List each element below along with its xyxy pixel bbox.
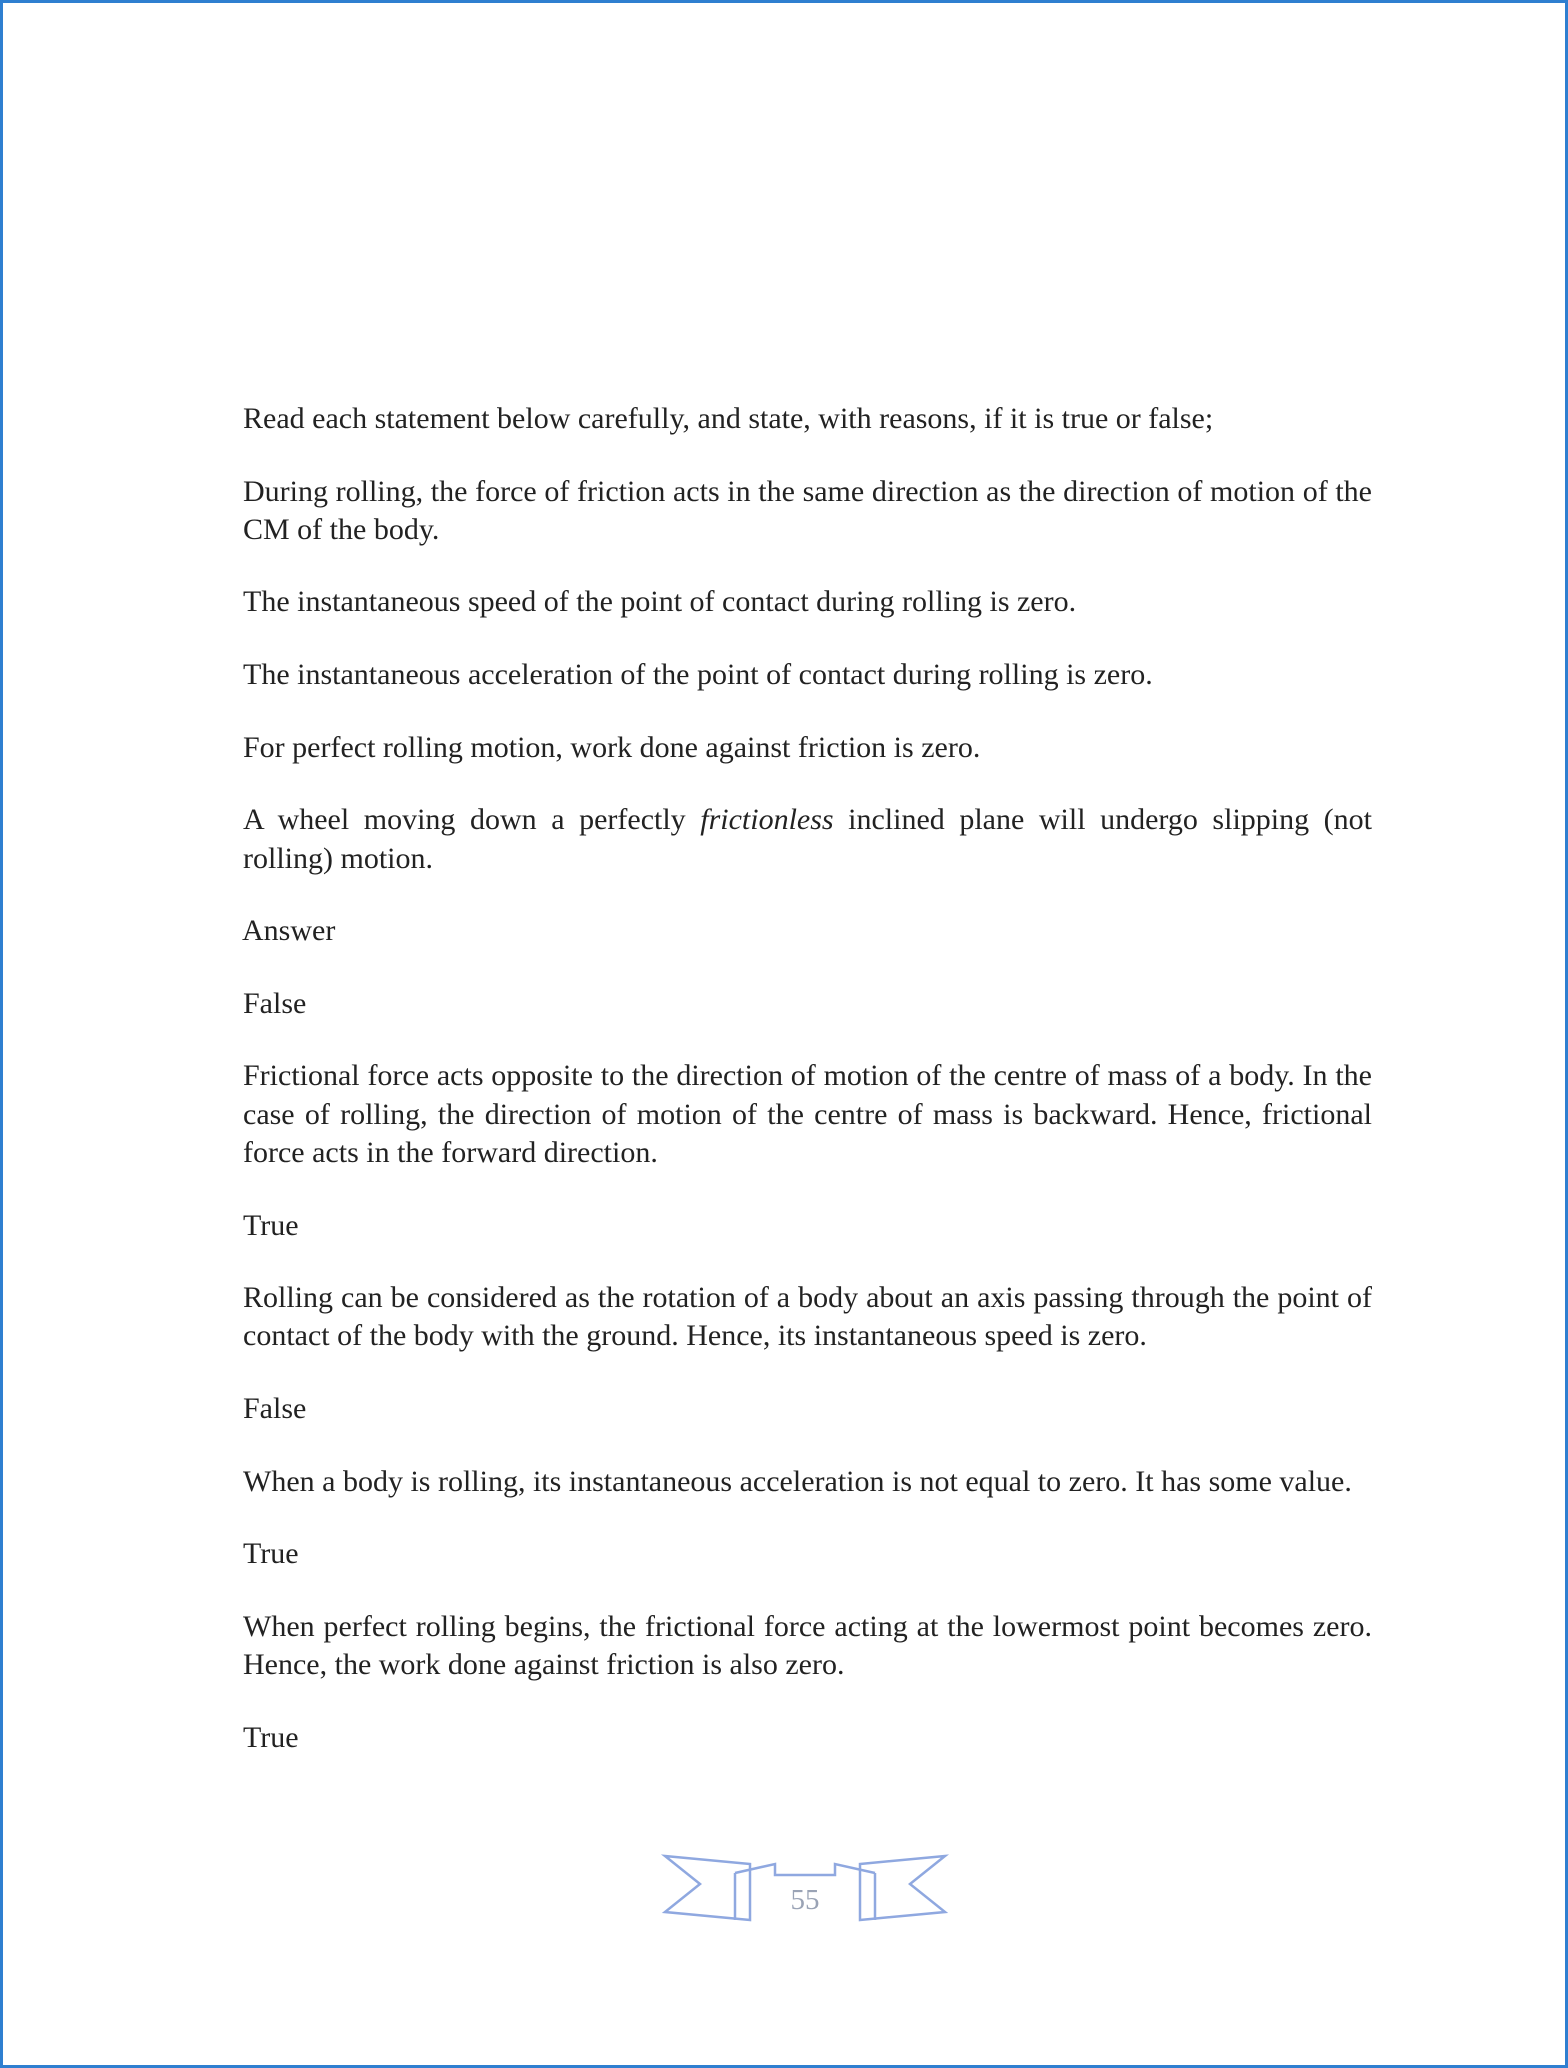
statement-5-italic: frictionless <box>700 803 834 837</box>
page-number: 55 <box>790 1884 820 1916</box>
statement-5 <box>243 801 1372 878</box>
answer-1-verdict: False <box>243 986 307 1020</box>
page-content <box>243 400 1372 1791</box>
answer-4-reason: When perfect rolling begins, the frictional force acting at the lowermost point becomes zero. Hence, the work done against friction is also zero. <box>243 1609 1372 1682</box>
statement-3: The instantaneous acceleration of the point of contact during rolling is zero. <box>243 658 1153 692</box>
statement-2: The instantaneous speed of the point of contact during rolling is zero. <box>243 585 1077 619</box>
intro-text: Read each statement below carefully, and state, with reasons, if it is true or false; <box>243 402 1214 435</box>
answer-2-reason: Rolling can be considered as the rotation of a body about an axis passing through the point of contact of the body with the ground. Hence, its instantaneous speed is zero. <box>243 1281 1372 1353</box>
answer-5-verdict: True <box>243 1720 299 1754</box>
answer-4-verdict: True <box>243 1537 299 1571</box>
statement-4: For perfect rolling motion, work done against friction is zero. <box>243 730 981 764</box>
answer-2-verdict: True <box>243 1208 299 1242</box>
answer-3-reason: When a body is rolling, its instantaneous acceleration is not equal to zero. It has some value. <box>243 1464 1352 1498</box>
answer-heading: Answer <box>242 914 336 948</box>
statement-5-part: A wheel moving down a perfectly <box>243 803 701 837</box>
statement-5-part: inclined plane will undergo slipping (not rolling) motion. <box>243 803 1372 875</box>
answer-3-verdict: False <box>243 1392 307 1426</box>
statement-1: During rolling, the force of friction acts in the same direction as the direction of motion of the CM of the body. <box>243 474 1372 546</box>
answer-1-reason: Frictional force acts opposite to the direction of motion of the centre of mass of a body. In the case of rolling, the direction of motion of the centre of mass is backward. Hence, frictional force acts in the forward direction. <box>243 1059 1372 1169</box>
